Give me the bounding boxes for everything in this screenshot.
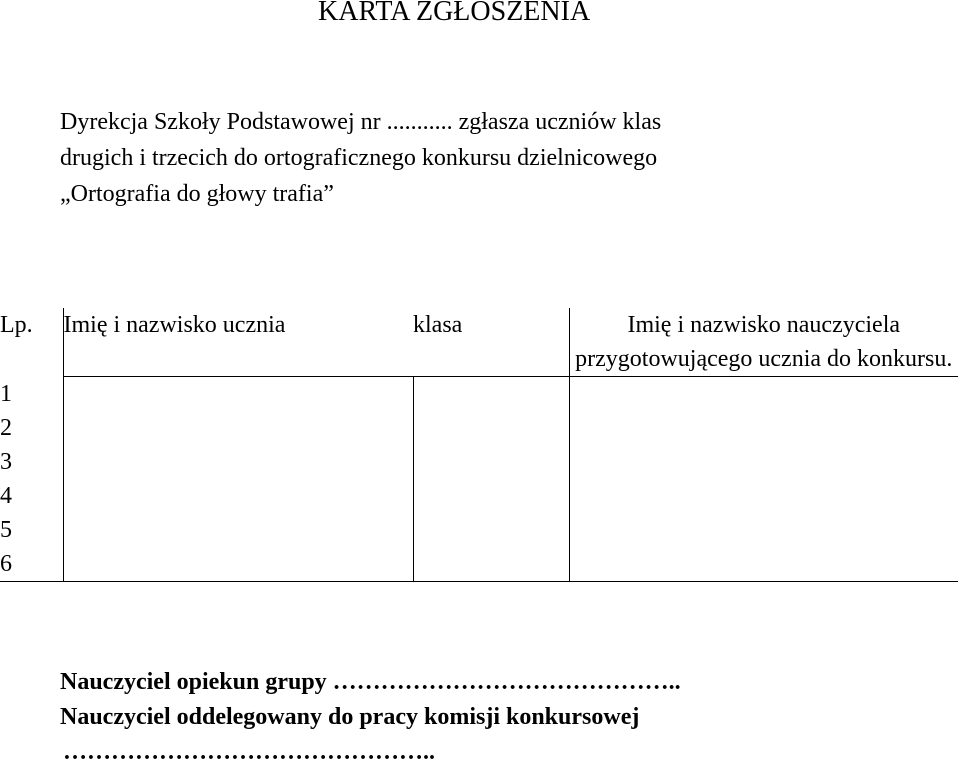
student-name-cell[interactable] [63,547,413,582]
student-name-cell[interactable] [63,445,413,479]
student-name-cell[interactable] [63,377,413,412]
row-number: 6 [0,547,63,582]
teacher-cell[interactable] [569,513,958,547]
table-row [0,513,958,547]
delegated-teacher-line: Nauczyciel oddelegowany do pracy komisji konkursowej [60,704,640,730]
row-number: 5 [0,513,63,547]
class-cell[interactable] [413,445,569,479]
table-row [0,479,958,513]
row-number: 3 [0,445,63,479]
intro-line: „Ortografia do głowy trafia” [60,181,334,207]
row-number: 4 [0,479,63,513]
class-cell[interactable] [413,479,569,513]
table-row [0,547,958,582]
header-student-name: Imię i nazwisko ucznia [63,312,286,338]
class-cell[interactable] [413,513,569,547]
header-teacher: Imię i nazwisko nauczyciela przygotowującego ucznia do konkursu. [575,312,953,372]
row-number: 1 [0,377,63,412]
registration-table [0,308,958,582]
table-row [0,377,958,412]
table-row [0,445,958,479]
student-name-cell[interactable] [63,411,413,445]
class-cell[interactable] [413,411,569,445]
signature-section [60,665,681,770]
form-title: KARTA ZGŁOSZENIA [318,0,591,27]
teacher-cell[interactable] [569,547,958,582]
intro-line: Dyrekcja Szkoły Podstawowej nr ........... zgłasza uczniów klas [60,109,662,135]
teacher-cell[interactable] [569,411,958,445]
intro-line: drugich i trzecich do ortograficznego konkursu dzielnicowego [60,145,658,171]
group-teacher-line: Nauczyciel opiekun grupy …………………………………….. [60,669,681,695]
intro-paragraph [60,104,661,212]
student-name-cell[interactable] [63,513,413,547]
table-header-row [0,308,958,377]
header-lp: Lp. [0,308,63,377]
student-name-cell[interactable] [63,479,413,513]
header-class: klasa [413,308,569,377]
delegated-teacher-dots: ……………………………………….. [63,739,435,765]
teacher-cell[interactable] [569,445,958,479]
teacher-cell[interactable] [569,479,958,513]
class-cell[interactable] [413,547,569,582]
table-row [0,411,958,445]
class-cell[interactable] [413,377,569,412]
teacher-cell[interactable] [569,377,958,412]
row-number: 2 [0,411,63,445]
